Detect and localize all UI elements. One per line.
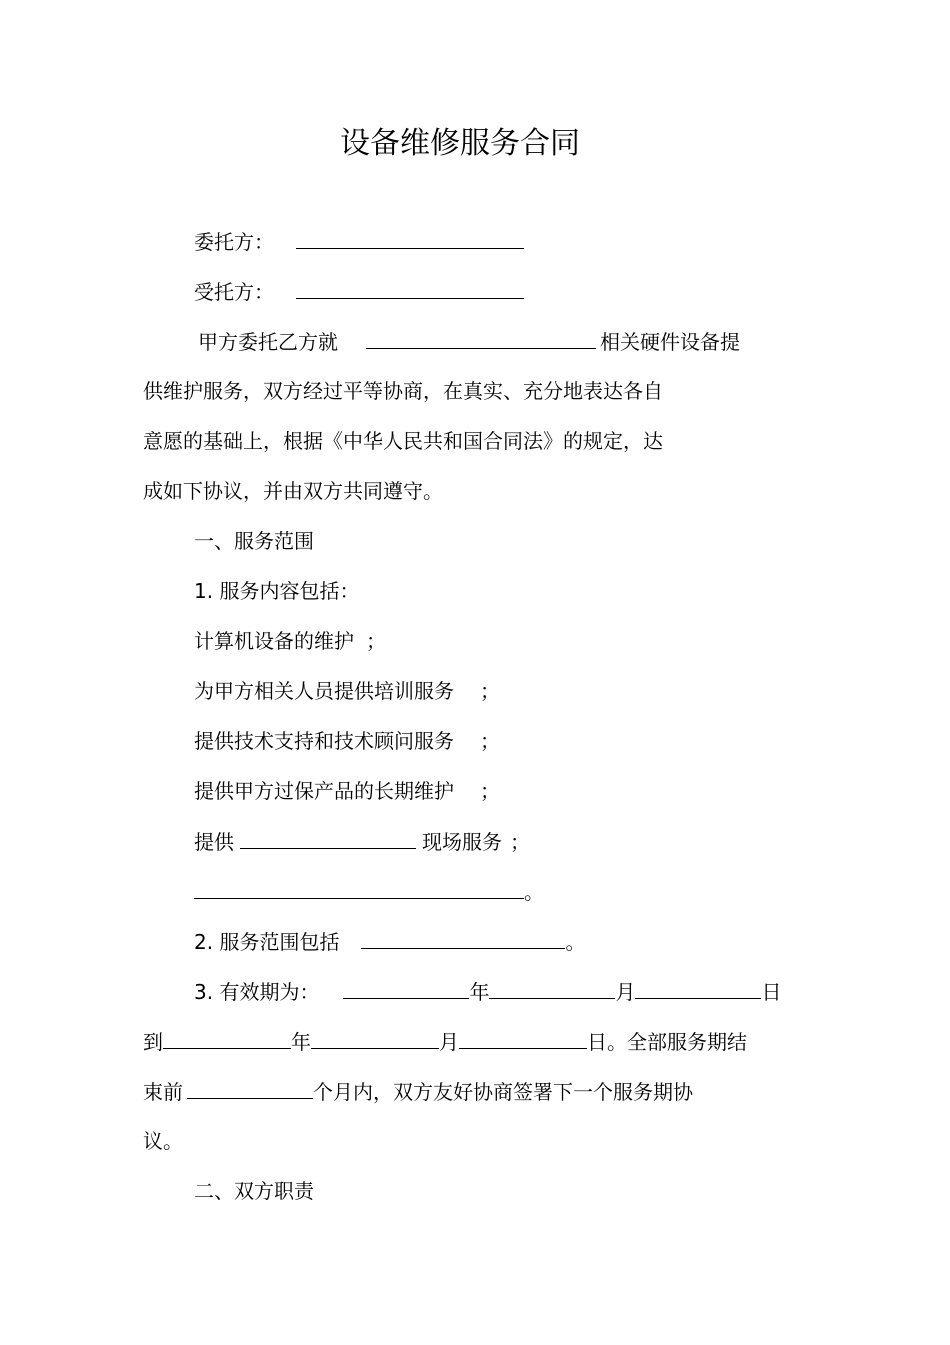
party-a-label: 委托方： bbox=[194, 230, 274, 254]
month-label: 月 bbox=[439, 1030, 459, 1054]
year-label: 年 bbox=[469, 980, 490, 1004]
service-item-text: 提供甲方过保产品的长期维护 bbox=[194, 779, 454, 803]
onsite-prefix: 提供 bbox=[194, 830, 234, 854]
year-label: 年 bbox=[291, 1030, 311, 1054]
intro-part1: 甲方委托乙方就 bbox=[198, 330, 338, 354]
renewal-line bbox=[143, 1076, 693, 1107]
onsite-blank bbox=[240, 826, 416, 849]
service-scope-line bbox=[194, 926, 585, 957]
period: 。 bbox=[524, 880, 544, 904]
service-item bbox=[194, 726, 500, 756]
end-day-blank bbox=[459, 1026, 587, 1049]
day-label: 日 bbox=[761, 980, 782, 1004]
service-item-text: 为甲方相关人员提供培训服务 bbox=[194, 679, 454, 703]
end-before-label: 束前 bbox=[143, 1080, 183, 1104]
intro-line-1 bbox=[198, 326, 740, 357]
service-item bbox=[194, 776, 500, 806]
onsite-suffix: 现场服务 bbox=[422, 830, 502, 854]
service-item bbox=[194, 676, 500, 706]
section-1-heading: 一、服务范围 bbox=[194, 529, 314, 553]
service-item-text: 提供技术支持和技术顾问服务 bbox=[194, 729, 454, 753]
semicolon: ； bbox=[480, 779, 500, 803]
intro-part2: 相关硬件设备提 bbox=[600, 330, 740, 354]
validity-line-1 bbox=[194, 976, 781, 1007]
start-year-blank bbox=[343, 976, 469, 999]
month-label: 月 bbox=[615, 980, 636, 1004]
onsite-service-line bbox=[194, 826, 530, 857]
equipment-blank bbox=[366, 326, 596, 349]
renewal-line-end: 议。 bbox=[143, 1129, 183, 1153]
other-service-blank bbox=[194, 876, 524, 899]
service-item-text: 计算机设备的维护 bbox=[194, 629, 354, 653]
start-month-blank bbox=[489, 976, 615, 999]
period: 。 bbox=[565, 930, 586, 954]
party-b-line bbox=[194, 276, 524, 307]
validity-label: 3. 有效期为： bbox=[194, 980, 320, 1004]
party-b-blank bbox=[296, 276, 524, 299]
to-label: 到 bbox=[143, 1030, 163, 1054]
party-a-blank bbox=[296, 226, 524, 249]
months-blank bbox=[187, 1076, 313, 1099]
end-month-blank bbox=[311, 1026, 439, 1049]
semicolon: ； bbox=[480, 679, 500, 703]
service-scope-blank bbox=[361, 926, 565, 949]
intro-line-4: 成如下协议，并由双方共同遵守。 bbox=[143, 479, 443, 503]
day-end-text: 日。全部服务期结 bbox=[587, 1030, 747, 1054]
validity-line-2 bbox=[143, 1026, 747, 1057]
semicolon: ； bbox=[480, 729, 500, 753]
other-service-line bbox=[194, 876, 544, 907]
service-content-heading: 1. 服务内容包括： bbox=[194, 579, 360, 603]
service-scope-label: 2. 服务范围包括 bbox=[194, 930, 340, 954]
semicolon: ； bbox=[366, 629, 386, 653]
service-item bbox=[194, 626, 386, 656]
section-2-heading: 二、双方职责 bbox=[194, 1179, 314, 1203]
party-b-label: 受托方： bbox=[194, 280, 274, 304]
party-a-line bbox=[194, 226, 524, 257]
intro-line-3: 意愿的基础上，根据《中华人民共和国合同法》的规定，达 bbox=[143, 429, 663, 453]
renewal-text: 个月内，双方友好协商签署下一个服务期协 bbox=[313, 1080, 693, 1104]
document-title: 设备维修服务合同 bbox=[340, 126, 580, 161]
semicolon: ； bbox=[510, 830, 530, 854]
start-day-blank bbox=[635, 976, 761, 999]
end-year-blank bbox=[163, 1026, 291, 1049]
intro-line-2: 供维护服务，双方经过平等协商，在真实、充分地表达各自 bbox=[143, 379, 663, 403]
